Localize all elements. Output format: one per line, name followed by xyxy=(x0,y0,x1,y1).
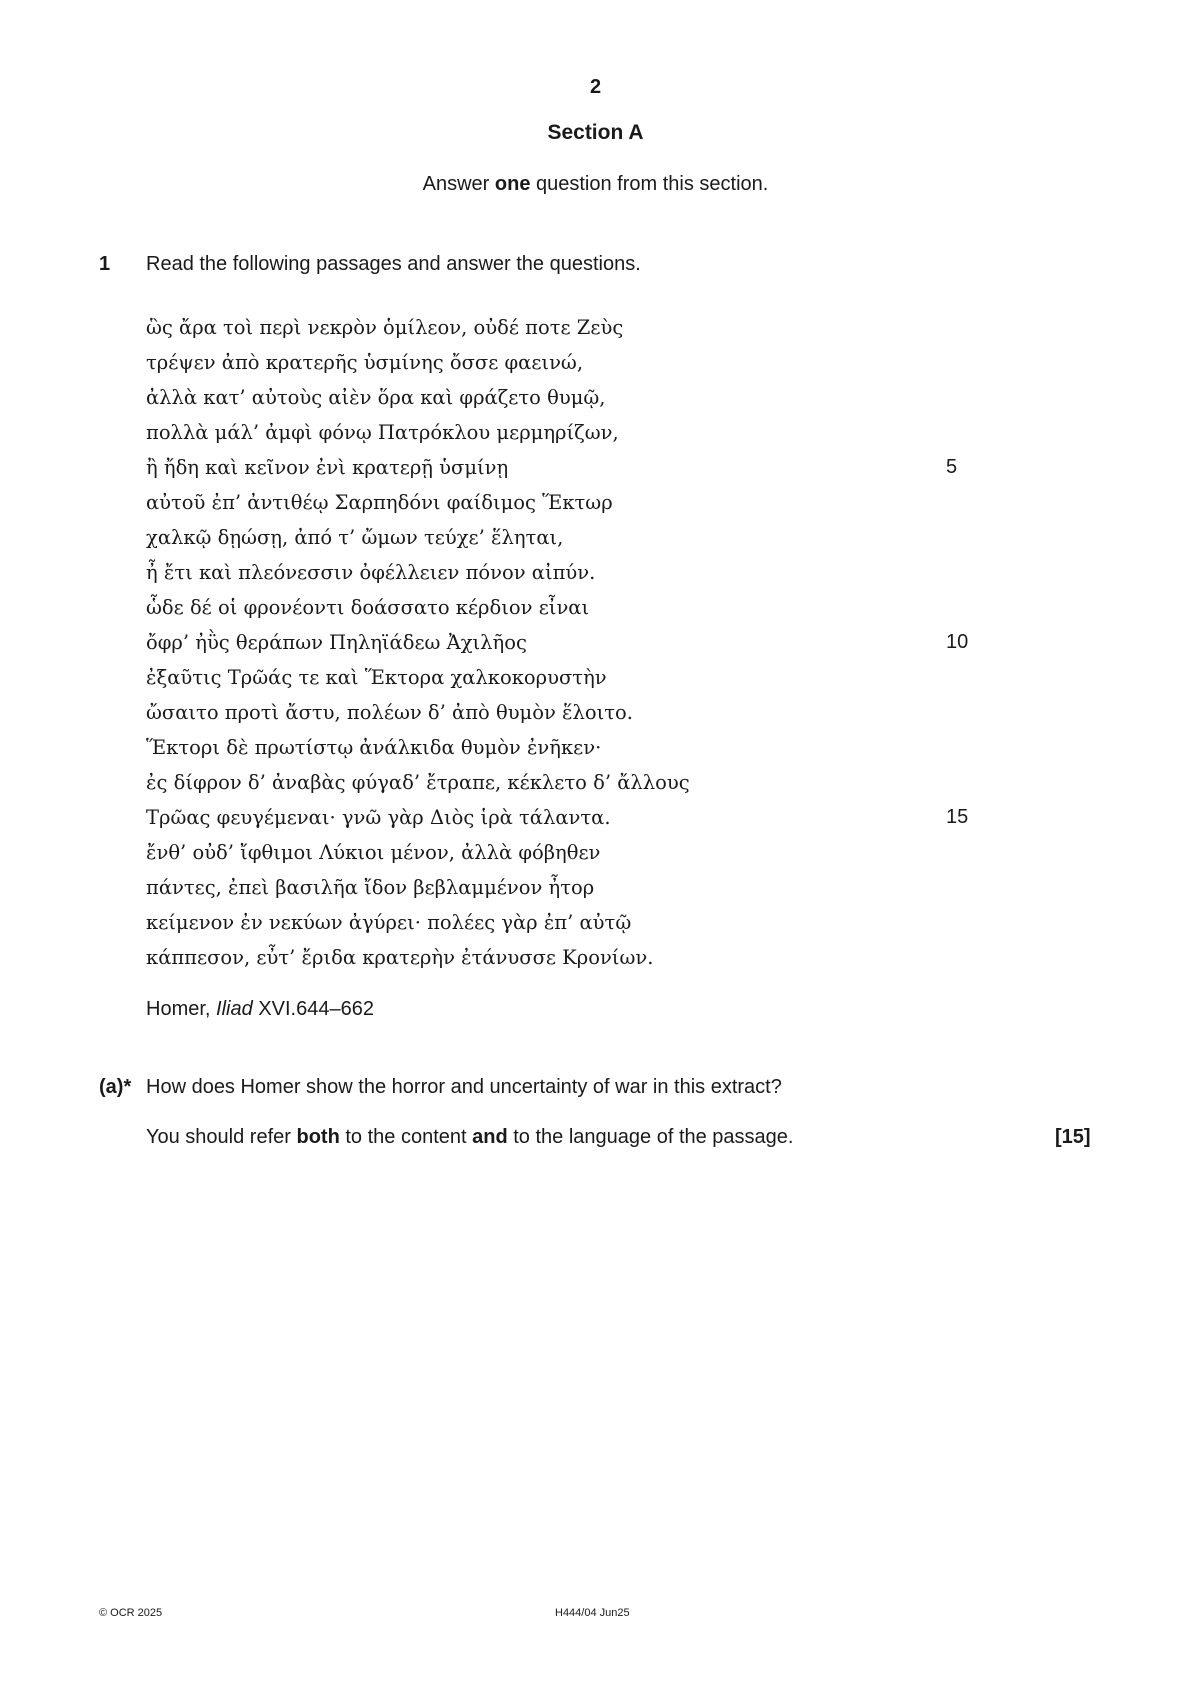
passage-line-text: πάντες, ἐπεὶ βασιλῆα ἴδον βεβλαμμένον ἦτορ xyxy=(146,876,595,899)
marks-allocation: [15] xyxy=(1055,1126,1091,1148)
instruction-text-before: Answer xyxy=(422,173,495,195)
guidance-emphasis-both: both xyxy=(296,1126,340,1148)
passage-line xyxy=(146,730,1006,765)
line-number: 5 xyxy=(946,456,958,478)
citation-author: Homer, xyxy=(146,998,217,1020)
passage-line xyxy=(146,905,1006,940)
subquestion-text: How does Homer show the horror and uncertainty of war in this extract? xyxy=(146,1076,782,1098)
passage-line xyxy=(146,940,1006,975)
passage-line-text: τρέψεν ἀπὸ κρατερῆς ὑσμίνης ὄσσε φαεινώ, xyxy=(146,351,584,374)
passage-line-text: Τρῶας φευγέμεναι· γνῶ γὰρ Διὸς ἱρὰ τάλαντα. xyxy=(146,806,611,829)
passage-line-text: ἀλλὰ κατ’ αὐτοὺς αἰὲν ὅρα καὶ φράζετο θυμῷ, xyxy=(146,386,606,409)
section-instruction xyxy=(0,173,1191,196)
passage-line xyxy=(146,380,1006,415)
passage-line xyxy=(146,660,1006,695)
question-number: 1 xyxy=(99,253,111,275)
citation-work: Iliad xyxy=(216,998,253,1020)
passage-line xyxy=(146,695,1006,730)
passage-line xyxy=(146,450,1006,485)
passage-line-text: ὤσαιτο προτὶ ἄστυ, πολέων δ’ ἀπὸ θυμὸν ἕλοιτο. xyxy=(146,701,633,724)
citation-reference: XVI.644–662 xyxy=(252,998,374,1020)
passage-line xyxy=(146,485,1006,520)
passage-line-text: ὄφρ’ ἠῢς θεράπων Πηληϊάδεω Ἀχιλῆος xyxy=(146,631,527,654)
line-number: 15 xyxy=(946,806,969,828)
footer-paper-code: H444/04 Jun25 xyxy=(555,1607,630,1619)
section-title: Section A xyxy=(547,121,644,144)
greek-passage xyxy=(146,310,1006,975)
guidance-text-3: to the language of the passage. xyxy=(507,1126,794,1148)
passage-line-text: αὐτοῦ ἐπ’ ἀντιθέῳ Σαρπηδόνι φαίδιμος Ἕκτωρ xyxy=(146,491,613,514)
passage-line-text: ἢ ἤδη καὶ κεῖνον ἐνὶ κρατερῇ ὑσμίνῃ xyxy=(146,456,509,479)
guidance-text-1: You should refer xyxy=(146,1126,297,1148)
passage-citation xyxy=(146,998,374,1021)
passage-line-text: πολλὰ μάλ’ ἀμφὶ φόνῳ Πατρόκλου μερμηρίζων, xyxy=(146,421,619,444)
passage-line xyxy=(146,345,1006,380)
instruction-emphasis: one xyxy=(494,173,531,195)
guidance-text-2: to the content xyxy=(339,1126,473,1148)
subquestion-guidance xyxy=(146,1126,793,1149)
passage-line-text: κάππεσον, εὖτ’ ἔριδα κρατερὴν ἐτάνυσσε Κρονίων. xyxy=(146,946,654,969)
passage-line xyxy=(146,555,1006,590)
subquestion-label: (a)* xyxy=(99,1076,132,1098)
passage-line xyxy=(146,590,1006,625)
passage-line xyxy=(146,800,1006,835)
passage-line xyxy=(146,765,1006,800)
passage-line-text: ἐς δίφρον δ’ ἀναβὰς φύγαδ’ ἔτραπε, κέκλετο δ’ ἄλλους xyxy=(146,771,690,794)
passage-line-text: ἐξαῦτις Τρῶάς τε καὶ Ἕκτορα χαλκοκορυστὴν xyxy=(146,666,607,689)
passage-line-text: κείμενον ἐν νεκύων ἀγύρει· πολέες γὰρ ἐπ’ αὐτῷ xyxy=(146,911,632,934)
passage-line xyxy=(146,310,1006,345)
page-number: 2 xyxy=(589,76,602,98)
instruction-text-after: question from this section. xyxy=(530,173,769,195)
passage-line-text: ἦ ἔτι καὶ πλεόνεσσιν ὀφέλλειεν πόνον αἰπύν. xyxy=(146,561,596,584)
passage-line xyxy=(146,415,1006,450)
footer-copyright: © OCR 2025 xyxy=(99,1607,163,1619)
passage-line xyxy=(146,835,1006,870)
passage-line xyxy=(146,520,1006,555)
passage-line-text: ἔνθ’ οὐδ’ ἴφθιμοι Λύκιοι μένον, ἀλλὰ φόβηθεν xyxy=(146,841,601,864)
passage-line xyxy=(146,625,1006,660)
passage-line-text: Ἕκτορι δὲ πρωτίστῳ ἀνάλκιδα θυμὸν ἐνῆκεν· xyxy=(146,736,602,759)
passage-line-text: χαλκῷ δῃώσῃ, ἀπό τ’ ὤμων τεύχε’ ἕληται, xyxy=(146,526,564,549)
line-number: 10 xyxy=(946,631,969,653)
passage-line xyxy=(146,870,1006,905)
passage-line-text: ὣς ἄρα τοὶ περὶ νεκρὸν ὁμίλεον, οὐδέ ποτε Ζεὺς xyxy=(146,316,624,339)
passage-line-text: ὧδε δέ οἱ φρονέοντι δοάσσατο κέρδιον εἶναι xyxy=(146,596,590,619)
guidance-emphasis-and: and xyxy=(472,1126,508,1148)
question-prompt: Read the following passages and answer the questions. xyxy=(146,253,641,275)
